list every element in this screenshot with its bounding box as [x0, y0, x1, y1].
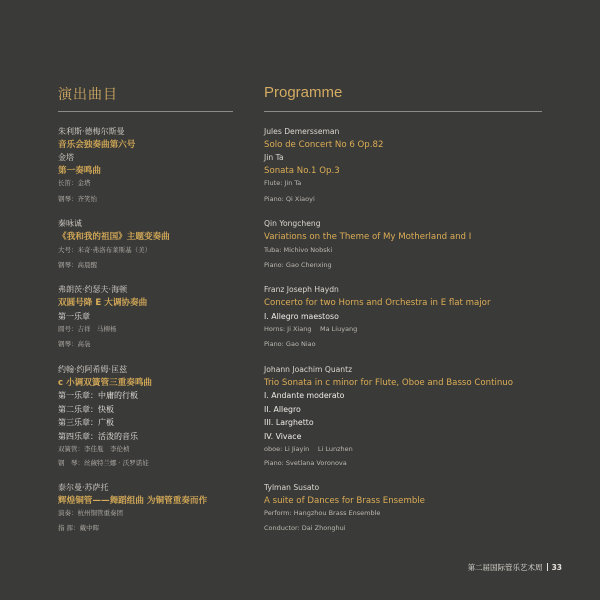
en-mvt-line: I. Andante moderato: [264, 391, 345, 400]
cn-mvt-line: 第三乐章：广板: [58, 418, 114, 427]
en-perf-line: Conductor: Dai Zhonghui: [264, 524, 346, 532]
cn-mvt-line: 第一乐章：中庸的行板: [58, 391, 138, 400]
en-work-line: Concerto for two Horns and Orchestra in E flat major: [264, 298, 491, 308]
en-composer-line: Johann Joachim Quantz: [264, 365, 353, 374]
en-composer-line: Jules Demersseman: [264, 127, 340, 136]
cn-work-line: 双圆号降 E 大调协奏曲: [58, 298, 148, 308]
page-footer: [468, 562, 562, 573]
en-perf-line: Piano: Svetlana Voronova: [264, 459, 347, 467]
cn-composer-line: 金塔: [58, 153, 74, 162]
english-heading: Programme: [264, 84, 343, 101]
cn-perf-line: 圆号：吉祥 马柳杨: [58, 325, 117, 333]
cn-perf-line: 大号：米奇·弗洛布莱斯基（美）: [58, 246, 152, 254]
cn-composer-line: 朱利斯·德梅尔斯曼: [58, 127, 125, 136]
cn-composer-line: 泰尔曼·苏萨托: [58, 483, 109, 492]
chinese-heading: 演出曲目: [58, 86, 118, 102]
cn-mvt-line: 第二乐章：快板: [58, 405, 114, 414]
cn-composer-line: 秦咏诚: [58, 219, 82, 228]
en-perf-line: Perform: Hangzhou Brass Ensemble: [264, 509, 381, 517]
cn-work-line: 第一奏鸣曲: [58, 166, 101, 176]
en-work-line: Trio Sonata in c minor for Flute, Oboe and Basso Continuo: [264, 378, 513, 388]
en-composer-line: Qin Yongcheng: [264, 219, 321, 228]
en-work-line: Variations on the Theme of My Motherland and I: [264, 232, 472, 242]
cn-perf-line: 钢琴：齐笑怡: [58, 195, 97, 203]
en-work-line: A suite of Dances for Brass Ensemble: [264, 496, 425, 506]
cn-work-line: 音乐会独奏曲第六号: [58, 140, 136, 150]
en-perf-line: oboe: Li Jiayin Li Lunzhen: [264, 445, 353, 453]
cn-work-line: 辉煌铜管——舞蹈组曲 为铜管重奏而作: [58, 496, 208, 506]
cn-mvt-line: 第四乐章：活泼的音乐: [58, 432, 138, 441]
cn-work-line: c 小调双簧管三重奏鸣曲: [58, 378, 153, 388]
en-perf-line: Piano: Gao Chenxing: [264, 261, 332, 269]
en-work-line: Solo de Concert No 6 Op.82: [264, 140, 384, 150]
footer-divider: [547, 563, 548, 571]
cn-perf-line: 双簧管：李佳胤 李伦桢: [58, 445, 130, 453]
en-composer-line: Franz Joseph Haydn: [264, 285, 339, 294]
cn-perf-line: 长笛：金塔: [58, 179, 91, 187]
cn-perf-line: 钢琴：高晨醒: [58, 261, 97, 269]
page-number: 33: [551, 563, 562, 572]
cn-perf-line: 钢琴：高袅: [58, 340, 91, 348]
english-heading-rule: [264, 111, 542, 112]
cn-perf-line: 钢 琴：丝薇特兰娜 · 沃罗诺娃: [58, 459, 149, 467]
en-mvt-line: I. Allegro maestoso: [264, 312, 339, 321]
cn-composer-line: 约翰·约阿希姆·匡兹: [58, 365, 128, 374]
en-composer-line: Tylman Susato: [264, 483, 320, 492]
en-perf-line: Flute: Jin Ta: [264, 179, 302, 187]
en-perf-line: Piano: Gao Niao: [264, 340, 316, 348]
en-perf-line: Tuba: Michivo Nobski: [264, 246, 333, 254]
en-mvt-line: II. Allegro: [264, 405, 301, 414]
cn-composer-line: 弗朗茨·约瑟夫·海顿: [58, 285, 128, 294]
en-mvt-line: IV. Vivace: [264, 432, 302, 441]
cn-perf-line: 指 挥：戴中晖: [58, 524, 100, 532]
cn-perf-line: 演奏：杭州铜管重奏团: [58, 509, 123, 517]
en-mvt-line: III. Larghetto: [264, 418, 314, 427]
cn-mvt-line: 第一乐章: [58, 312, 90, 321]
en-perf-line: Horns: Ji Xiang Ma Liuyang: [264, 325, 358, 333]
en-composer-line: Jin Ta: [264, 153, 284, 162]
en-perf-line: Piano: Qi Xiaoyi: [264, 195, 315, 203]
cn-work-line: 《我和我的祖国》主题变奏曲: [58, 232, 170, 242]
chinese-heading-rule: [58, 111, 233, 112]
en-work-line: Sonata No.1 Op.3: [264, 166, 340, 176]
footer-event-title: 第二届国际管乐艺术周: [467, 563, 543, 572]
